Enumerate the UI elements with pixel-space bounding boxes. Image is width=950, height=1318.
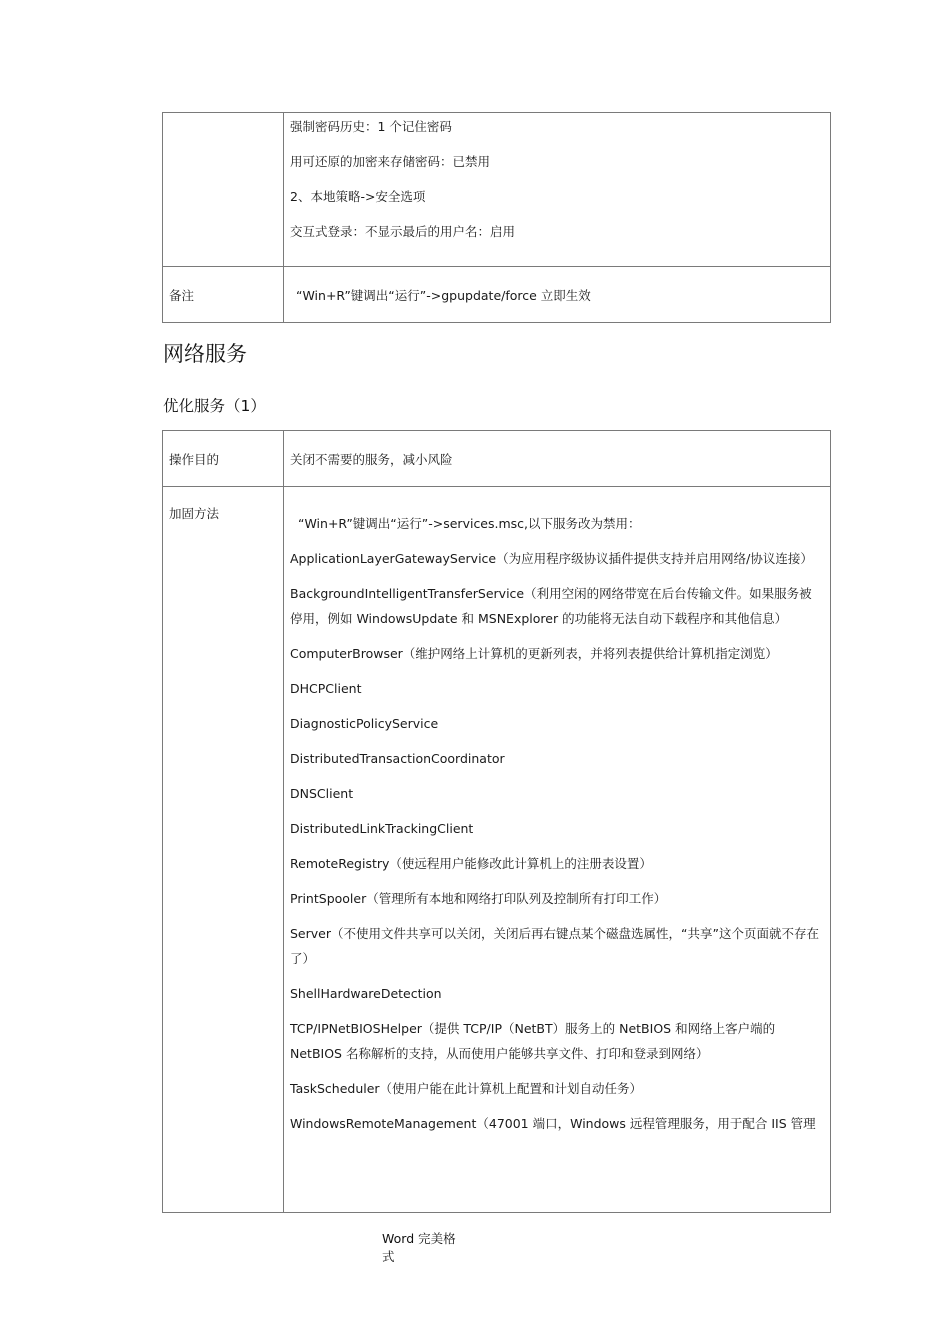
policy-line: 强制密码历史：1 个记住密码: [290, 119, 452, 134]
purpose-content: 关闭不需要的服务，减小风险: [284, 431, 831, 487]
method-label: 加固方法: [163, 487, 284, 1213]
section-heading: 网络服务: [163, 342, 247, 366]
service-item: RemoteRegistry（使远程用户能修改此计算机上的注册表设置）: [290, 856, 652, 871]
service-item: BackgroundIntelligentTransferService（利用空闲的网络带宽在后台传输文件。如果服务被停用，例如 WindowsUpdate 和 MSNExplorer 的功能将无法自动下载程序和其他信息）: [290, 586, 812, 626]
service-item: ComputerBrowser（维护网络上计算机的更新列表，并将列表提供给计算机指定浏览）: [290, 646, 778, 661]
service-item: WindowsRemoteManagement（47001 端口，Windows 远程管理服务，用于配合 IIS 管理: [290, 1116, 816, 1131]
service-item: ShellHardwareDetection: [290, 986, 442, 1001]
service-item: Server（不使用文件共享可以关闭，关闭后再右键点某个磁盘选属性，“共享”这个页面就不存在了）: [290, 926, 819, 966]
service-item: ApplicationLayerGatewayService（为应用程序级协议插件提供支持并启用网络/协议连接）: [290, 551, 813, 566]
service-item: TaskScheduler（使用户能在此计算机上配置和计划自动任务）: [290, 1081, 643, 1096]
policy-table: [162, 112, 831, 323]
service-item: DistributedLinkTrackingClient: [290, 821, 474, 836]
table-row: [163, 431, 831, 487]
footer-line: 式: [382, 1249, 395, 1264]
service-item: DHCPClient: [290, 681, 362, 696]
purpose-label: 操作目的: [163, 431, 284, 487]
note-label: 备注: [163, 267, 284, 323]
service-item: TCP/IPNetBIOSHelper（提供 TCP/IP（NetBT）服务上的 NetBIOS 和网络上客户端的 NetBIOS 名称解析的支持，从而使用户能够共享文件、打印和登录到网络）: [290, 1021, 776, 1061]
table-row: [163, 487, 831, 1213]
page-footer: [382, 1230, 472, 1266]
table-row: [163, 267, 831, 323]
service-item: DistributedTransactionCoordinator: [290, 751, 505, 766]
note-content: “Win+R”键调出“运行”->gpupdate/force 立即生效: [284, 267, 831, 323]
method-intro: “Win+R”键调出“运行”->services.msc,以下服务改为禁用：: [298, 516, 641, 531]
service-item: DNSClient: [290, 786, 354, 801]
method-content: [284, 487, 831, 1213]
empty-label-cell: [163, 113, 284, 267]
footer-line: Word 完美格: [382, 1231, 456, 1246]
service-table: [162, 430, 831, 1213]
subsection-heading: 优化服务（1）: [163, 397, 266, 415]
policy-line: 用可还原的加密来存储密码：已禁用: [290, 154, 491, 169]
service-item: DiagnosticPolicyService: [290, 716, 439, 731]
policy-line: 交互式登录：不显示最后的用户名：启用: [290, 224, 516, 239]
policy-line: 2、本地策略->安全选项: [290, 189, 426, 204]
service-item: PrintSpooler（管理所有本地和网络打印队列及控制所有打印工作）: [290, 891, 667, 906]
policy-content-cell: [284, 113, 831, 267]
table-row: [163, 113, 831, 267]
